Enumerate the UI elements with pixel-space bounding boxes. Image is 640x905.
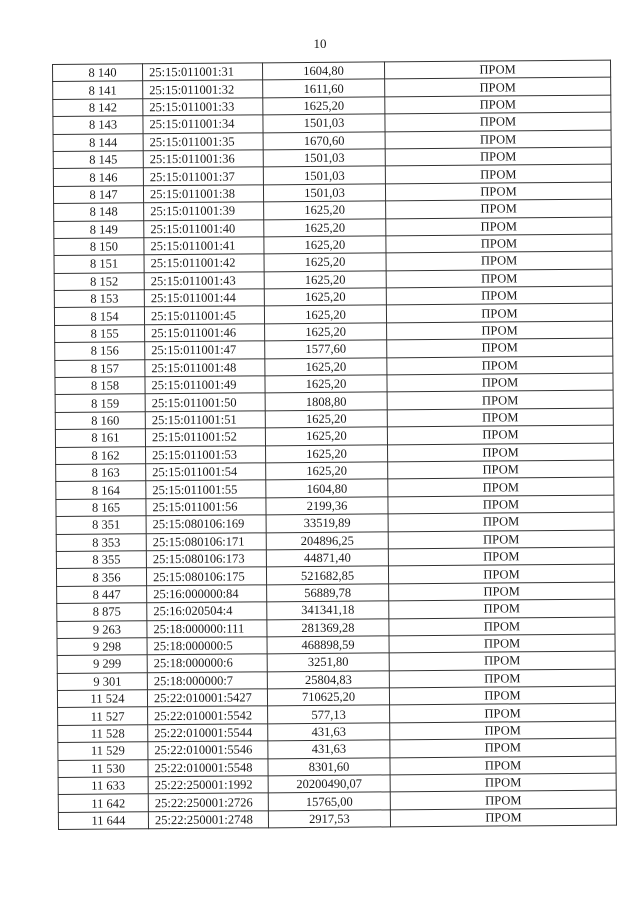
cadastral-number-cell: 25:22:010001:5542 — [148, 706, 268, 724]
area-cell: 1670,60 — [263, 131, 385, 149]
area-cell: 33519,89 — [266, 514, 388, 532]
row-number-cell: 8 161 — [55, 429, 145, 447]
area-cell: 204896,25 — [266, 531, 388, 549]
cadastral-number-cell: 25:15:011001:56 — [146, 498, 266, 516]
row-number-cell: 8 143 — [53, 116, 143, 134]
cadastral-number-cell: 25:15:011001:38 — [143, 185, 263, 203]
row-number-cell: 11 642 — [58, 794, 148, 812]
land-type-cell: ПРОМ — [389, 686, 615, 705]
cadastral-number-cell: 25:15:011001:43 — [144, 272, 264, 290]
land-type-cell: ПРОМ — [385, 130, 611, 149]
cadastral-number-cell: 25:15:011001:37 — [143, 167, 263, 185]
cadastral-number-cell: 25:15:011001:49 — [145, 376, 265, 394]
row-number-cell: 8 158 — [55, 377, 145, 395]
land-type-cell: ПРОМ — [387, 356, 613, 375]
row-number-cell: 11 644 — [58, 812, 148, 830]
row-number-cell: 11 633 — [58, 777, 148, 795]
land-type-cell: ПРОМ — [388, 512, 614, 531]
land-type-cell: ПРОМ — [386, 304, 612, 323]
row-number-cell: 8 875 — [57, 603, 147, 621]
cadastral-number-cell: 25:15:011001:42 — [144, 254, 264, 272]
area-cell: 1611,60 — [263, 79, 385, 97]
land-type-cell: ПРОМ — [386, 286, 612, 305]
cadastral-number-cell: 25:22:250001:2748 — [148, 811, 268, 829]
row-number-cell: 9 298 — [57, 638, 147, 656]
land-type-cell: ПРОМ — [389, 669, 615, 688]
document-sheet — [52, 60, 616, 831]
cadastral-number-cell: 25:18:000000:5 — [147, 637, 267, 655]
land-type-cell: ПРОМ — [387, 338, 613, 357]
area-cell: 1501,03 — [263, 149, 385, 167]
area-cell: 1501,03 — [263, 114, 385, 132]
area-cell: 577,13 — [268, 705, 390, 723]
land-type-cell: ПРОМ — [385, 95, 611, 114]
area-cell: 1625,20 — [264, 305, 386, 323]
area-cell: 20200490,07 — [268, 775, 390, 793]
cadastral-table — [52, 60, 617, 831]
area-cell: 3251,80 — [267, 653, 389, 671]
page-number: 10 — [313, 36, 327, 51]
land-type-cell: ПРОМ — [390, 790, 616, 809]
cadastral-number-cell: 25:22:010001:5544 — [148, 724, 268, 742]
cadastral-number-cell: 25:15:011001:51 — [145, 411, 265, 429]
cadastral-number-cell: 25:16:020504:4 — [147, 602, 267, 620]
land-type-cell: ПРОМ — [389, 582, 615, 601]
area-cell: 1501,03 — [263, 184, 385, 202]
area-cell: 1625,20 — [266, 444, 388, 462]
land-type-cell: ПРОМ — [390, 808, 616, 827]
row-number-cell: 8 152 — [54, 272, 144, 290]
area-cell: 431,63 — [268, 723, 390, 741]
land-type-cell: ПРОМ — [385, 78, 611, 97]
cadastral-number-cell: 25:15:080106:175 — [146, 567, 266, 585]
area-cell: 468898,59 — [267, 636, 389, 654]
cadastral-number-cell: 25:18:000000:7 — [147, 671, 267, 689]
area-cell: 1625,20 — [265, 358, 387, 376]
area-cell: 1625,20 — [264, 288, 386, 306]
area-cell: 25804,83 — [267, 671, 389, 689]
cadastral-number-cell: 25:15:011001:46 — [145, 324, 265, 342]
row-number-cell: 9 263 — [57, 620, 147, 638]
row-number-cell: 8 148 — [54, 203, 144, 221]
row-number-cell: 8 165 — [56, 499, 146, 517]
area-cell: 8301,60 — [268, 757, 390, 775]
cadastral-number-cell: 25:15:080106:173 — [146, 550, 266, 568]
area-cell: 431,63 — [268, 740, 390, 758]
cadastral-number-cell: 25:15:011001:55 — [146, 480, 266, 498]
row-number-cell: 8 151 — [54, 255, 144, 273]
cadastral-number-cell: 25:16:000000:84 — [147, 585, 267, 603]
row-number-cell: 8 353 — [56, 533, 146, 551]
row-number-cell: 9 299 — [57, 655, 147, 673]
area-cell: 44871,40 — [266, 549, 388, 567]
area-cell: 1625,20 — [264, 201, 386, 219]
row-number-cell: 11 527 — [58, 707, 148, 725]
area-cell: 1625,20 — [264, 218, 386, 236]
land-type-cell: ПРОМ — [389, 651, 615, 670]
land-type-cell: ПРОМ — [387, 373, 613, 392]
area-cell: 2199,36 — [266, 497, 388, 515]
land-type-cell: ПРОМ — [384, 60, 610, 79]
area-cell: 1604,80 — [266, 479, 388, 497]
area-cell: 56889,78 — [267, 584, 389, 602]
row-number-cell: 8 156 — [55, 342, 145, 360]
table-row — [58, 808, 616, 830]
cadastral-number-cell: 25:22:250001:2726 — [148, 793, 268, 811]
row-number-cell: 8 146 — [53, 168, 143, 186]
area-cell: 710625,20 — [267, 688, 389, 706]
cadastral-number-cell: 25:15:011001:50 — [145, 393, 265, 411]
row-number-cell: 8 142 — [53, 99, 143, 117]
row-number-cell: 8 154 — [54, 307, 144, 325]
land-type-cell: ПРОМ — [389, 634, 615, 653]
cadastral-number-cell: 25:15:011001:35 — [143, 132, 263, 150]
cadastral-number-cell: 25:15:011001:41 — [144, 237, 264, 255]
row-number-cell: 11 524 — [57, 690, 147, 708]
row-number-cell: 11 530 — [58, 759, 148, 777]
cadastral-number-cell: 25:15:011001:39 — [144, 202, 264, 220]
row-number-cell: 8 140 — [53, 64, 143, 82]
row-number-cell: 8 141 — [53, 81, 143, 99]
land-type-cell: ПРОМ — [389, 599, 615, 618]
row-number-cell: 8 144 — [53, 133, 143, 151]
land-type-cell: ПРОМ — [388, 547, 614, 566]
cadastral-number-cell: 25:15:011001:53 — [146, 445, 266, 463]
land-type-cell: ПРОМ — [385, 147, 611, 166]
cadastral-number-cell: 25:15:011001:33 — [143, 98, 263, 116]
land-type-cell: ПРОМ — [386, 199, 612, 218]
cadastral-number-cell: 25:15:080106:169 — [146, 515, 266, 533]
land-type-cell: ПРОМ — [388, 564, 614, 583]
area-cell: 521682,85 — [266, 566, 388, 584]
row-number-cell: 8 159 — [55, 394, 145, 412]
area-cell: 1625,20 — [265, 323, 387, 341]
cadastral-number-cell: 25:15:011001:40 — [144, 219, 264, 237]
row-number-cell: 8 147 — [53, 186, 143, 204]
row-number-cell: 8 155 — [55, 325, 145, 343]
land-type-cell: ПРОМ — [390, 738, 616, 757]
land-type-cell: ПРОМ — [390, 773, 616, 792]
row-number-cell: 8 149 — [54, 220, 144, 238]
cadastral-number-cell: 25:22:010001:5427 — [147, 689, 267, 707]
cadastral-number-cell: 25:15:011001:44 — [144, 289, 264, 307]
area-cell: 341341,18 — [267, 601, 389, 619]
area-cell: 1577,60 — [265, 340, 387, 358]
area-cell: 1625,20 — [264, 253, 386, 271]
cadastral-number-cell: 25:15:011001:45 — [144, 306, 264, 324]
row-number-cell: 8 356 — [56, 568, 146, 586]
row-number-cell: 8 351 — [56, 516, 146, 534]
area-cell: 1625,20 — [265, 427, 387, 445]
row-number-cell: 8 447 — [57, 585, 147, 603]
cadastral-number-cell: 25:15:011001:54 — [146, 463, 266, 481]
row-number-cell: 8 162 — [56, 446, 146, 464]
land-type-cell: ПРОМ — [387, 425, 613, 444]
land-type-cell: ПРОМ — [386, 234, 612, 253]
cadastral-number-cell: 25:15:011001:47 — [145, 341, 265, 359]
area-cell: 1501,03 — [263, 166, 385, 184]
cadastral-number-cell: 25:22:010001:5546 — [148, 741, 268, 759]
land-type-cell: ПРОМ — [388, 477, 614, 496]
area-cell: 1604,80 — [262, 62, 384, 80]
row-number-cell: 8 164 — [56, 481, 146, 499]
land-type-cell: ПРОМ — [386, 217, 612, 236]
table-body — [53, 60, 617, 830]
row-number-cell: 8 160 — [55, 412, 145, 430]
land-type-cell: ПРОМ — [386, 251, 612, 270]
land-type-cell: ПРОМ — [387, 443, 613, 462]
area-cell: 2917,53 — [268, 810, 390, 828]
row-number-cell: 8 163 — [56, 464, 146, 482]
row-number-cell: 8 157 — [55, 359, 145, 377]
land-type-cell: ПРОМ — [387, 321, 613, 340]
cadastral-number-cell: 25:15:080106:171 — [146, 532, 266, 550]
area-cell: 1625,20 — [265, 375, 387, 393]
row-number-cell: 8 150 — [54, 238, 144, 256]
cadastral-number-cell: 25:22:010001:5548 — [148, 758, 268, 776]
row-number-cell: 8 145 — [53, 151, 143, 169]
land-type-cell: ПРОМ — [390, 704, 616, 723]
land-type-cell: ПРОМ — [387, 408, 613, 427]
land-type-cell: ПРОМ — [389, 617, 615, 636]
cadastral-number-cell: 25:15:011001:34 — [143, 115, 263, 133]
land-type-cell: ПРОМ — [387, 391, 613, 410]
area-cell: 1625,20 — [264, 271, 386, 289]
land-type-cell: ПРОМ — [385, 112, 611, 131]
land-type-cell: ПРОМ — [386, 269, 612, 288]
row-number-cell: 9 301 — [57, 672, 147, 690]
cadastral-number-cell: 25:18:000000:111 — [147, 619, 267, 637]
row-number-cell: 11 528 — [58, 725, 148, 743]
land-type-cell: ПРОМ — [390, 756, 616, 775]
land-type-cell: ПРОМ — [385, 164, 611, 183]
row-number-cell: 11 529 — [58, 742, 148, 760]
area-cell: 1808,80 — [265, 392, 387, 410]
cadastral-number-cell: 25:18:000000:6 — [147, 654, 267, 672]
land-type-cell: ПРОМ — [388, 530, 614, 549]
area-cell: 1625,20 — [266, 462, 388, 480]
cadastral-number-cell: 25:15:011001:52 — [145, 428, 265, 446]
cadastral-number-cell: 25:15:011001:36 — [143, 150, 263, 168]
land-type-cell: ПРОМ — [388, 460, 614, 479]
cadastral-number-cell: 25:22:250001:1992 — [148, 776, 268, 794]
cadastral-number-cell: 25:15:011001:31 — [143, 63, 263, 81]
row-number-cell: 8 355 — [56, 551, 146, 569]
area-cell: 1625,20 — [263, 97, 385, 115]
cadastral-number-cell: 25:15:011001:48 — [145, 358, 265, 376]
area-cell: 1625,20 — [265, 410, 387, 428]
area-cell: 281369,28 — [267, 618, 389, 636]
land-type-cell: ПРОМ — [385, 182, 611, 201]
area-cell: 15765,00 — [268, 792, 390, 810]
cadastral-number-cell: 25:15:011001:32 — [143, 80, 263, 98]
area-cell: 1625,20 — [264, 236, 386, 254]
land-type-cell: ПРОМ — [388, 495, 614, 514]
row-number-cell: 8 153 — [54, 290, 144, 308]
land-type-cell: ПРОМ — [390, 721, 616, 740]
